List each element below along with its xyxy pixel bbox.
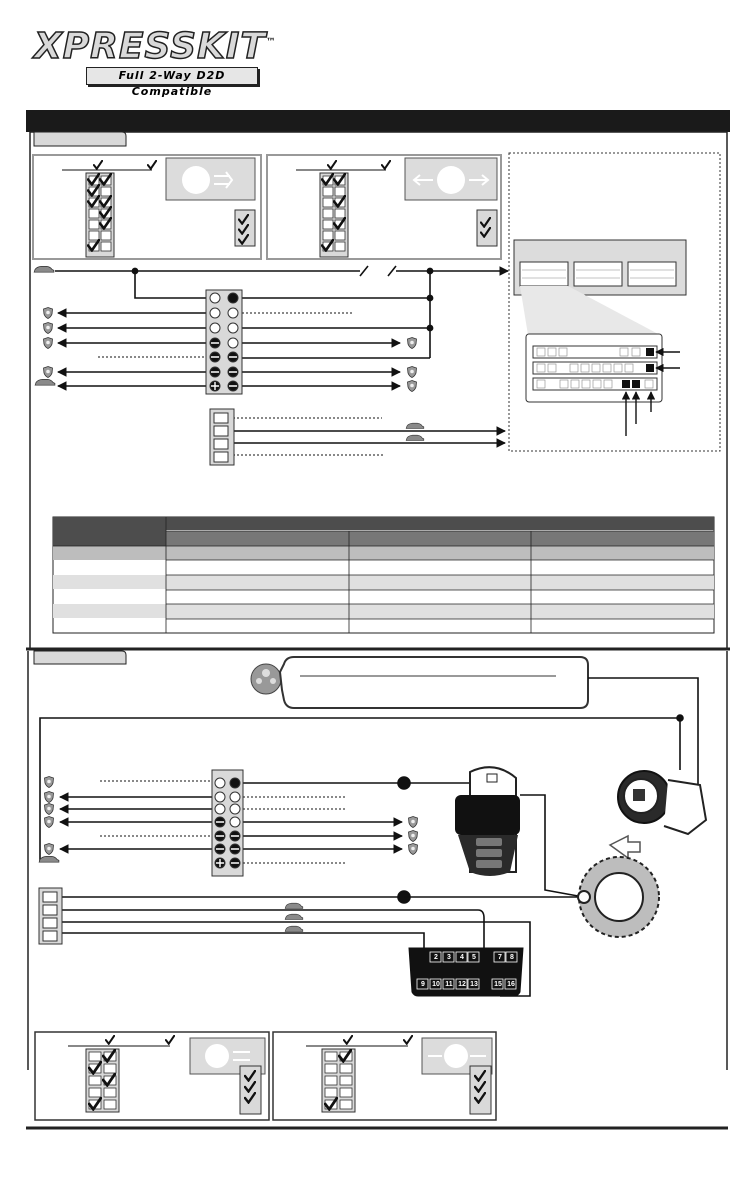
obd-pin-2: 2 <box>434 954 438 961</box>
top-wiring <box>34 266 508 455</box>
section-tab-1 <box>34 132 126 146</box>
obd-pin-7: 7 <box>498 954 502 961</box>
vehicle-module-connectors <box>514 240 686 335</box>
obd-pin-13: 13 <box>470 981 478 988</box>
obd-pin-15: 15 <box>494 981 502 988</box>
obd-pin-10: 10 <box>432 981 440 988</box>
obd-pin-16: 16 <box>507 981 515 988</box>
ignition-switch-icon <box>618 771 706 834</box>
top-4pin-connector <box>210 409 234 465</box>
info-table <box>53 517 714 633</box>
obd-pin-11: 11 <box>445 981 453 988</box>
bottom-wiring <box>40 678 698 996</box>
section-tab-2 <box>34 651 126 664</box>
zoomed-connector <box>526 334 680 436</box>
obd-pin-12: 12 <box>458 981 466 988</box>
obd-pin-8: 8 <box>510 954 514 961</box>
obd-connector <box>409 948 523 996</box>
bottom-4pin-connector <box>39 888 62 944</box>
section-header-bar <box>26 110 730 132</box>
config-box-4 <box>273 1032 496 1120</box>
logo-tagline: Full 2-Way D2D Compatible <box>86 67 258 85</box>
obd-pin-3: 3 <box>447 954 451 961</box>
top-main-connector <box>206 290 242 394</box>
remote-callout <box>251 657 588 708</box>
bottom-main-connector <box>212 770 243 876</box>
config-box-3 <box>35 1032 269 1120</box>
antenna-ring-icon <box>578 857 659 937</box>
obd-pin-9: 9 <box>421 981 425 988</box>
obd-pin-5: 5 <box>472 954 476 961</box>
config-box-1 <box>33 155 261 259</box>
config-box-2 <box>267 155 501 259</box>
rotate-arrow-icon <box>610 836 640 858</box>
logo-wordmark: XPRESSKIT™ <box>34 26 277 67</box>
obd-pin-4: 4 <box>460 954 464 961</box>
